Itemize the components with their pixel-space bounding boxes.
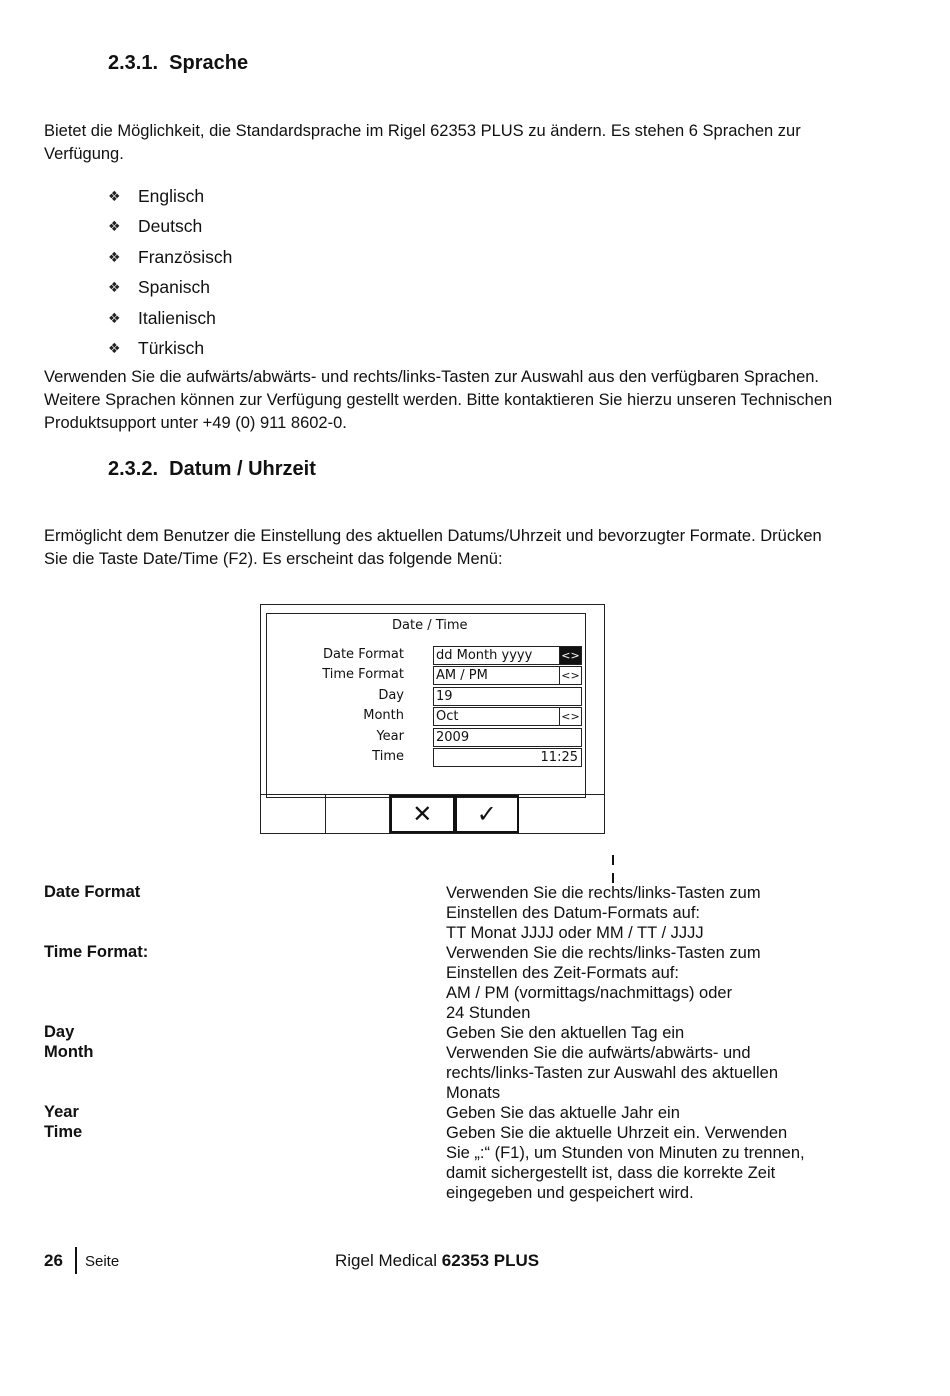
time-format-selector[interactable]: <> [559,667,581,684]
diamond-bullet-icon: ❖ [108,218,121,235]
section-number: 2.3.2. [108,458,159,480]
section-title: Sprache [169,52,249,74]
brand-name: Rigel Medical [335,1251,438,1270]
list-item: ❖ Italienisch [108,303,232,334]
footer-brand [335,1251,539,1271]
diamond-bullet-icon: ❖ [108,340,121,357]
diamond-bullet-icon: ❖ [108,187,121,204]
time-label: Time [372,749,404,764]
list-item: ❖ Türkisch [108,334,232,365]
section-title: Datum / Uhrzeit [169,458,316,480]
confirm-icon: ✓ [476,800,497,828]
cancel-button[interactable] [390,795,455,833]
screen-title: Date / Time [392,618,468,633]
section-heading-sprache [108,52,248,75]
term-time: Time [44,1123,83,1141]
diamond-bullet-icon: ❖ [108,279,121,296]
desc-date-format: Verwenden Sie die rechts/links-Tasten zum Einstellen des Datum-Formats auf: TT Monat JJJJ oder MM / TT / JJJJ [446,884,761,942]
list-item: ❖ Spanisch [108,273,232,304]
footer-divider [75,1247,77,1274]
day-label: Day [378,688,404,703]
desc-year: Geben Sie das aktuelle Jahr ein [446,1104,680,1122]
function-key-bar [261,794,604,833]
list-item: ❖ Deutsch [108,212,232,243]
term-time-format: Time Format: [44,943,149,961]
function-key-f1[interactable] [261,795,326,833]
year-label: Year [376,729,404,744]
date-format-field[interactable]: dd Month yyyy <> [433,646,582,665]
day-field[interactable]: 19 [433,687,582,706]
term-year: Year [44,1103,79,1121]
cursor-mark-icon [612,852,617,862]
time-format-label: Time Format [322,667,404,682]
month-label: Month [363,708,404,723]
screen-frame [266,613,586,798]
time-format-field[interactable]: AM / PM <> [433,666,582,685]
model-name: 62353 PLUS [441,1251,540,1270]
term-month: Month [44,1043,94,1061]
desc-time-format: Verwenden Sie die rechts/links-Tasten zum Einstellen des Zeit-Formats auf: AM / PM (vormittags/nachmittags) oder 24 Stunden [446,944,761,1022]
year-field[interactable]: 2009 [433,728,582,747]
desc-month: Verwenden Sie die aufwärts/abwärts- und rechts/links-Tasten zur Auswahl des aktuellen Monats [446,1044,778,1102]
list-item: ❖ Englisch [108,181,232,212]
sprache-outro: Verwenden Sie die aufwärts/abwärts- und rechts/links-Tasten zur Auswahl aus den verfügbaren Sprachen. Weitere Sprachen können zur Verfügung gestellt werden. Bitte kontaktieren Sie hierzu unseren Technischen Produktsupport unter +49 (0) 911 8602-0. [44,368,833,432]
date-format-selector[interactable]: <> [559,647,581,664]
date-time-screen [260,604,605,834]
month-field[interactable]: Oct <> [433,707,582,726]
time-field[interactable]: 11:25 [433,748,582,767]
section-number: 2.3.1. [108,52,159,74]
function-key-f5[interactable] [519,795,604,833]
confirm-button[interactable] [455,795,520,833]
sprache-intro: Bietet die Möglichkeit, die Standardsprache im Rigel 62353 PLUS zu ändern. Es stehen 6 Sprachen zur Verfügung. [44,122,801,163]
page-label: Seite [85,1253,120,1270]
section-heading-datum [108,458,316,481]
desc-day: Geben Sie den aktuellen Tag ein [446,1024,685,1042]
function-key-f2[interactable] [326,795,391,833]
page-number: 26 [44,1251,63,1270]
cancel-icon: ✕ [412,800,433,828]
term-day: Day [44,1023,75,1041]
month-selector[interactable]: <> [559,708,581,725]
language-list [108,181,232,364]
desc-time: Geben Sie die aktuelle Uhrzeit ein. Verwenden Sie „:“ (F1), um Stunden von Minuten zu trennen, damit sichergestellt ist, dass die korrekte Zeit eingegeben und gespeichert wird. [446,1124,805,1202]
datum-intro: Ermöglicht dem Benutzer die Einstellung des aktuellen Datums/Uhrzeit und bevorzugter Formate. Drücken Sie die Taste Date/Time (F2). Es erscheint das folgende Menü: [44,527,822,568]
diamond-bullet-icon: ❖ [108,248,121,265]
term-date-format: Date Format [44,883,141,901]
list-item: ❖ Französisch [108,242,232,273]
diamond-bullet-icon: ❖ [108,309,121,326]
date-format-label: Date Format [322,647,404,662]
